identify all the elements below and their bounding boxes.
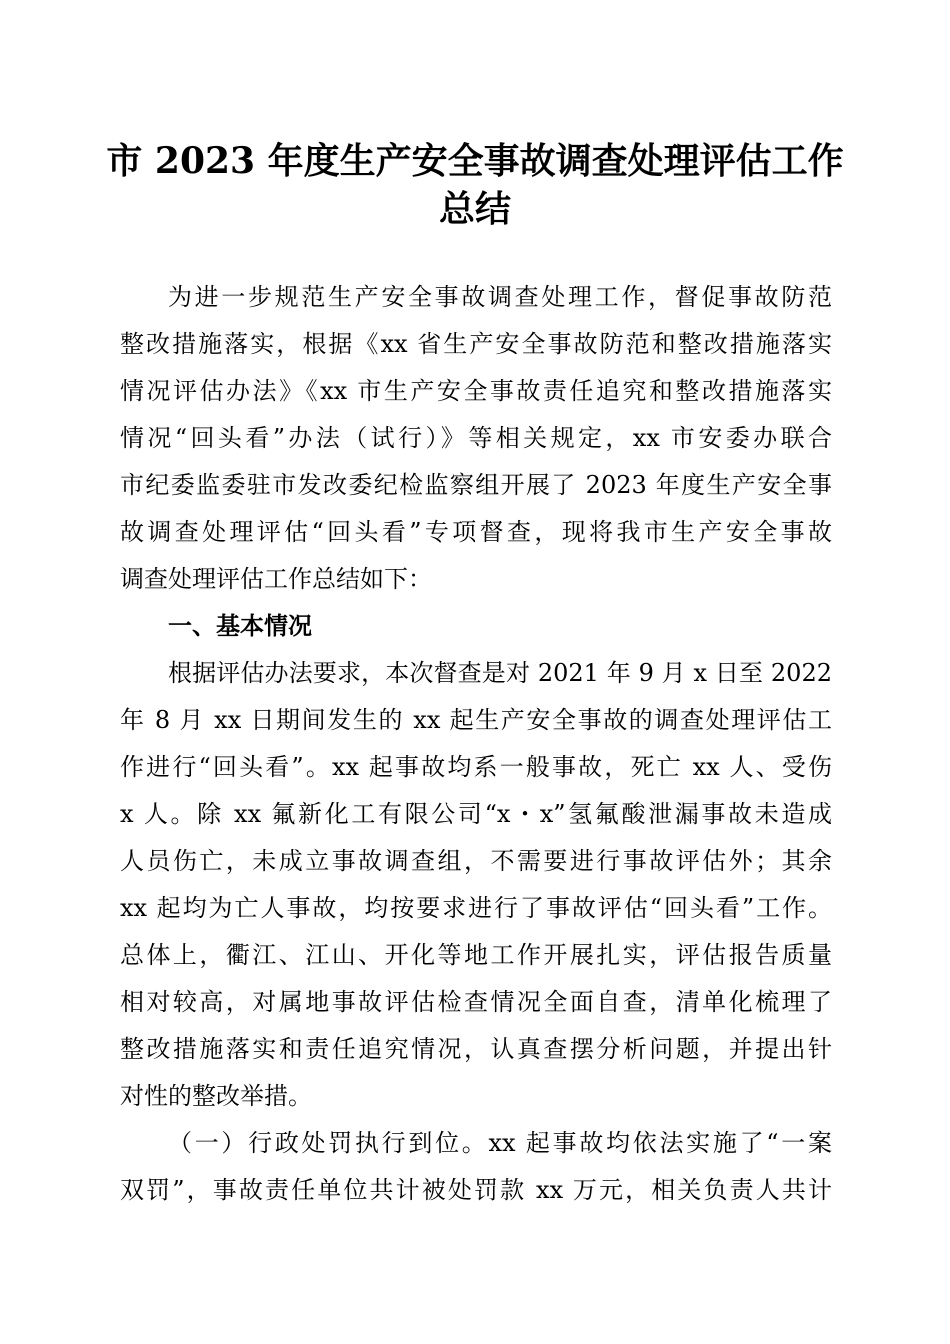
document-title: 市 2023 年度生产安全事故调查处理评估工作 xyxy=(106,140,844,182)
paragraph-line: 整改措施落实和责任追究情况，认真查摆分析问题，并提出针 xyxy=(120,1035,832,1063)
paragraph-line: 双罚”，事故责任单位共计被处罚款 xx 万元，相关负责人共计 xyxy=(120,1176,832,1204)
paragraph-line: 市纪委监委驻市发改委纪检监察组开展了 2023 年度生产安全事 xyxy=(120,471,832,499)
paragraph-line: 整改措施落实，根据《xx 省生产安全事故防范和整改措施落实 xyxy=(120,330,832,358)
paragraph-line: （一）行政处罚执行到位。xx 起事故均依法实施了“一案 xyxy=(168,1129,832,1157)
section-heading: 一、基本情况 xyxy=(168,612,312,640)
paragraph-line: 人员伤亡，未成立事故调查组，不需要进行事故评估外；其余 xyxy=(120,847,832,875)
paragraph-line: xx 起均为亡人事故，均按要求进行了事故评估“回头看”工作。 xyxy=(120,894,832,922)
paragraph-line: 情况“回头看”办法（试行）》等相关规定，xx 市安委办联合 xyxy=(120,424,832,452)
paragraph-line: x 人。除 xx 氟新化工有限公司“x・x”氢氟酸泄漏事故未造成 xyxy=(120,800,832,828)
paragraph-line: 为进一步规范生产安全事故调查处理工作，督促事故防范 xyxy=(168,283,832,311)
paragraph-line: 总体上，衢江、江山、开化等地工作开展扎实，评估报告质量 xyxy=(120,941,832,969)
paragraph-line: 调查处理评估工作总结如下： xyxy=(120,565,432,593)
paragraph-line: 相对较高，对属地事故评估检查情况全面自查，清单化梳理了 xyxy=(120,988,832,1016)
document-title-continuation: 总结 xyxy=(438,188,511,230)
paragraph-line: 年 8 月 xx 日期间发生的 xx 起生产安全事故的调查处理评估工 xyxy=(120,706,832,734)
paragraph-line: 对性的整改举措。 xyxy=(120,1082,312,1110)
paragraph-line: 作进行“回头看”。xx 起事故均系一般事故，死亡 xx 人、受伤 xyxy=(120,753,832,781)
paragraph-line: 根据评估办法要求，本次督查是对 2021 年 9 月 x 日至 2022 xyxy=(168,659,832,687)
paragraph-line: 故调查处理评估“回头看”专项督查，现将我市生产安全事故 xyxy=(120,518,832,546)
paragraph-line: 情况评估办法》《xx 市生产安全事故责任追究和整改措施落实 xyxy=(120,377,832,405)
